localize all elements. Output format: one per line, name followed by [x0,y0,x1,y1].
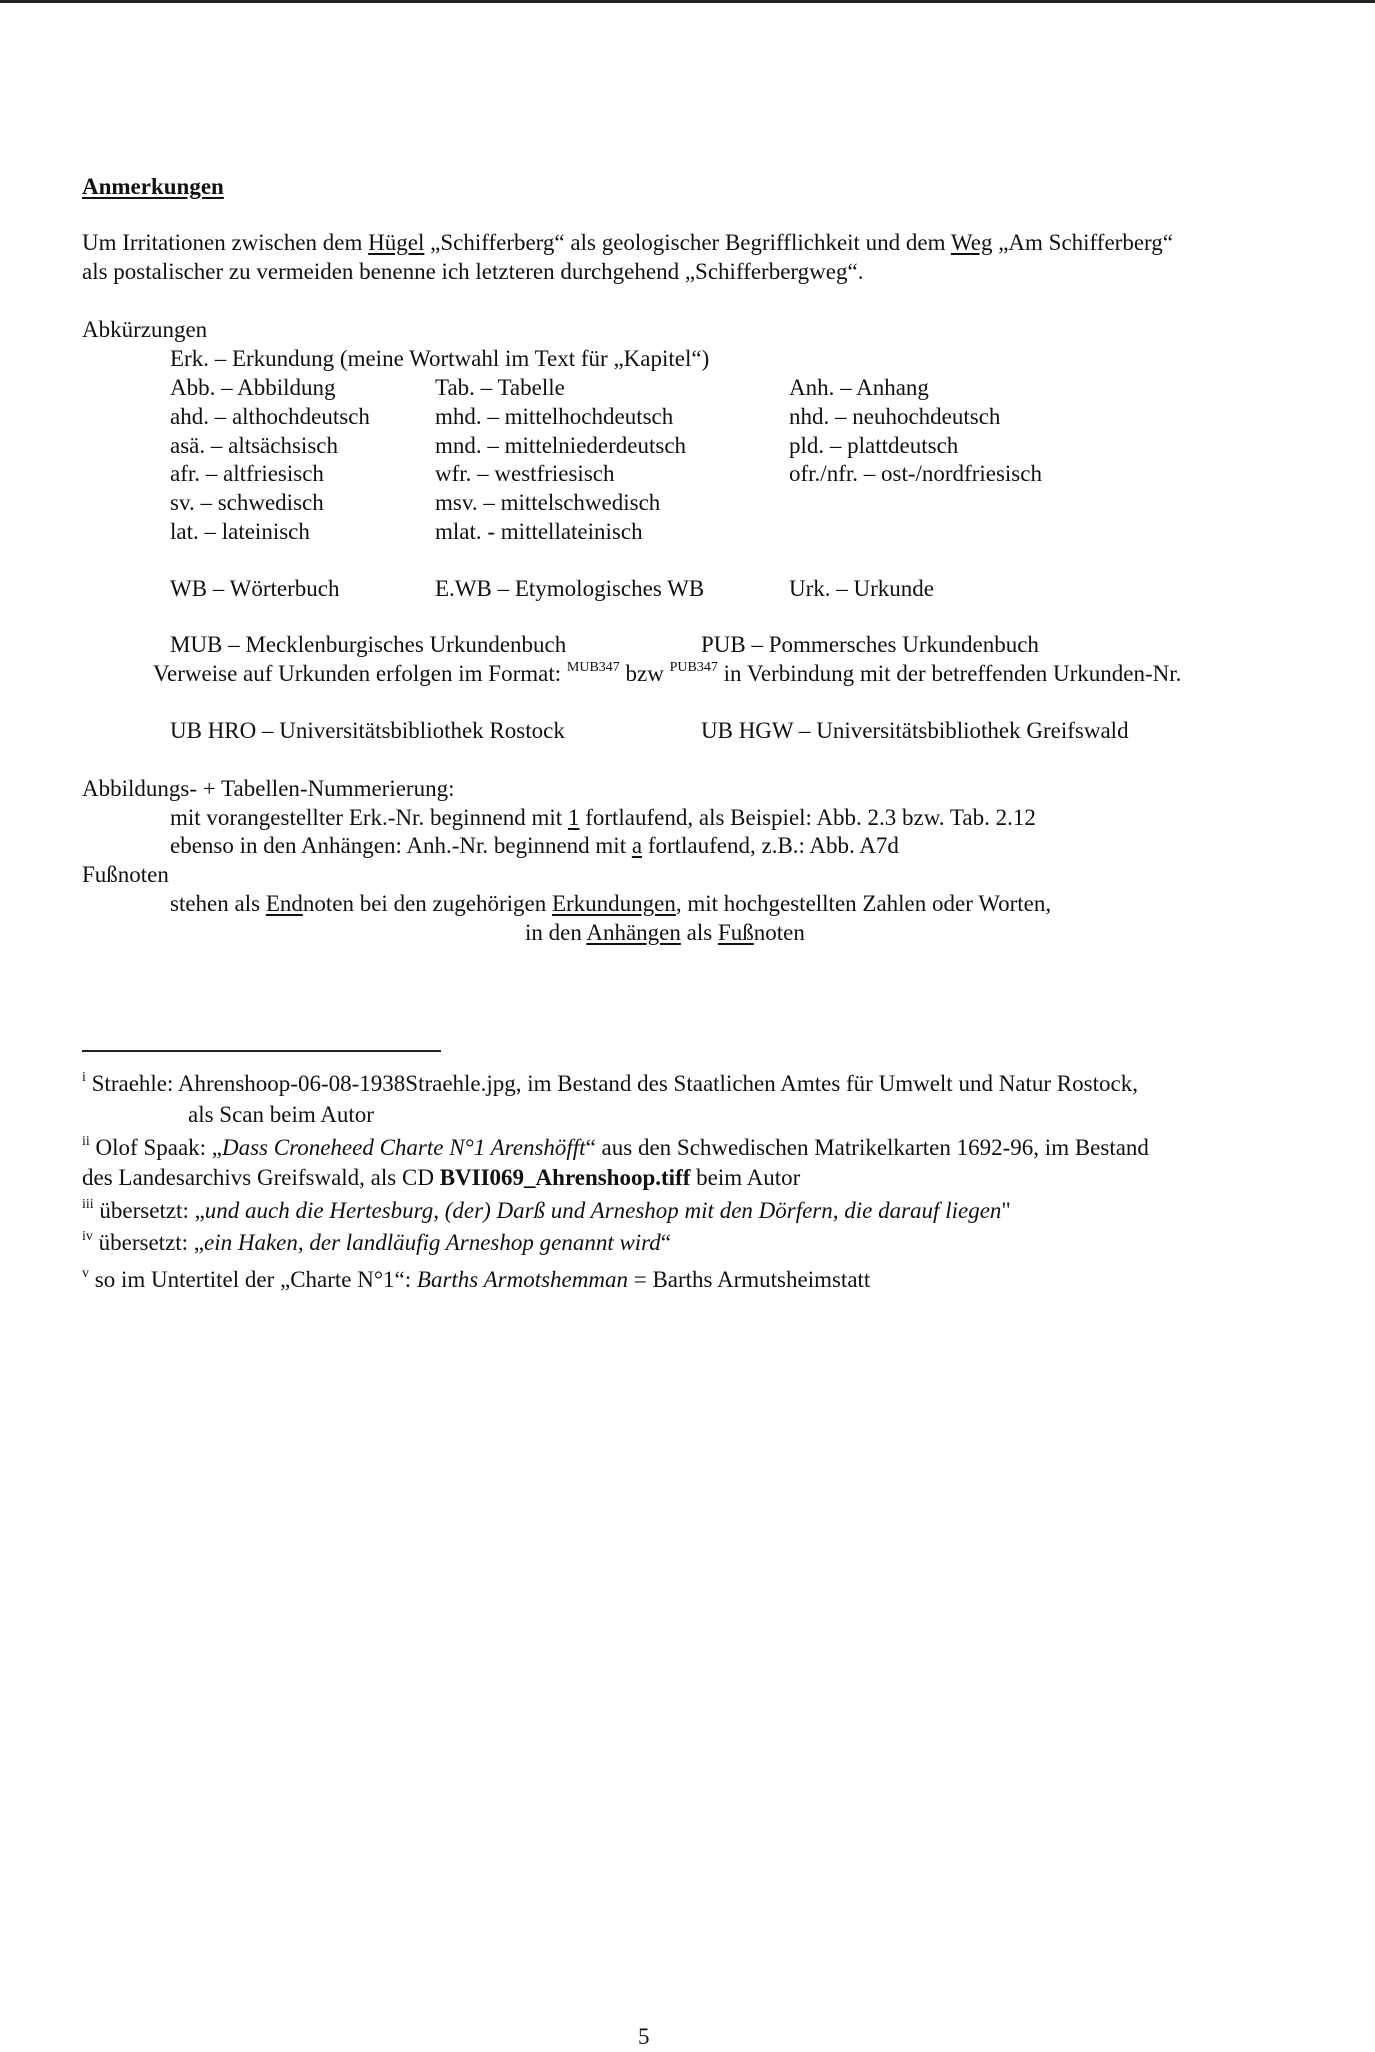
footnote-v [82,1265,870,1295]
footnote-i [82,1069,1138,1099]
text: noten [753,920,805,945]
abbr-entry: ofr./nfr. – ost-/nordfriesisch [789,461,1042,487]
footnote-ii-cont [82,1163,800,1193]
abbr-erk: Erk. – Erkundung (meine Wortwahl im Text für „Kapitel“) [170,346,710,371]
abbr-ubhro: UB HRO – Universitätsbibliothek Rostock [170,718,565,743]
text: Weg [950,230,993,255]
text: fortlaufend, z.B.: Abb. A7d [642,833,899,858]
abbr-entry: wfr. – westfriesisch [435,461,615,487]
text: , mit hochgestellten Zahlen oder Worten, [675,891,1052,916]
text: übersetzt: „ [93,1198,205,1223]
footnotes-title: Fußnoten [82,862,169,887]
text: stehen als [170,891,266,916]
abbr-entry: ahd. – althochdeutsch [170,403,370,429]
text: fortlaufend, als Beispiel: Abb. 2.3 bzw. Tab. 2.12 [579,805,1036,830]
abbr-entry: Abb. – Abbildung [170,375,336,400]
abbr-pub: PUB – Pommersches Urkundenbuch [701,632,1039,657]
footnote-iv [82,1228,671,1258]
abbr-entry: Tab. – Tabelle [435,375,565,400]
text: Erkundungen [551,891,676,916]
abbr-entry: lat. – lateinisch [170,519,310,544]
footnote-separator [82,1050,441,1052]
abbr-entry: Anh. – Anhang [789,375,929,400]
footnote-iii [82,1196,1011,1226]
page-number: 5 [638,2024,650,2049]
abbr-entry: mlat. - mittellateinisch [435,519,643,544]
footnotes-line-1 [170,889,1051,919]
scan-border [0,0,1375,3]
text: “ [660,1230,671,1255]
text: Straehle: Ahrenshoop-06-08-1938Straehle.jpg, im Bestand des Staatlichen Amtes für Umwelt und Natur Rostock, [85,1071,1138,1096]
footnote-ii [82,1133,1149,1163]
verweise-line [153,659,1181,689]
abbr-wb: WB – Wörterbuch [170,576,340,601]
footnotes-line-2 [525,918,805,948]
text: noten bei den zugehörigen [302,891,552,916]
text: 1 [567,805,580,830]
text: des Landesarchivs Greifswald, als CD [82,1165,440,1190]
footnote-mark: iv [82,1229,93,1244]
abbr-urk: Urk. – Urkunde [789,576,934,601]
text: „Am Schifferberg“ [992,230,1173,255]
superscript: MUB347 [566,660,620,675]
text: = Barths Armutsheimstatt [627,1267,871,1292]
text: End [265,891,303,916]
footnote-mark: iii [82,1197,94,1212]
text: in den [525,920,587,945]
text: Anhängen [586,920,681,945]
text: Fuß [717,920,754,945]
abbr-entry: msv. – mittelschwedisch [435,490,661,516]
numbering-line-2 [170,831,899,861]
intro-line-1 [82,228,1173,258]
text: mit vorangestellter Erk.-Nr. beginnend mit [170,805,568,830]
abbr-entry: asä. – altsächsisch [170,432,338,458]
abbr-entry: pld. – plattdeutsch [789,432,959,458]
text: ebenso in den Anhängen: Anh.-Nr. beginnend mit [170,833,632,858]
footnote-i-cont: als Scan beim Autor [188,1102,374,1127]
abbr-entry: mnd. – mittelniederdeutsch [435,432,687,458]
abbr-ewb: E.WB – Etymologisches WB [435,576,705,601]
footnote-mark: ii [82,1134,90,1149]
text: Barths Armotshemman [416,1267,628,1292]
abbr-ubhgw: UB HGW – Universitätsbibliothek Greifswald [701,718,1129,743]
abbr-entry: nhd. – neuhochdeutsch [789,403,1001,429]
text: und auch die Hertesburg, (der) Darß und Arneshop mit den Dörfern, die darauf liegen [204,1198,1002,1223]
text: a [631,833,643,858]
text: „Schifferberg“ als geologischer Begrifflichkeit und dem [424,230,951,255]
text: übersetzt: „ [92,1230,205,1255]
text: " [1001,1198,1011,1223]
text: so im Untertitel der „Charte N°1“: [89,1267,417,1292]
text: Olof Spaak: „ [89,1135,222,1160]
text: bzw [619,661,670,686]
abbr-title: Abkürzungen [82,317,208,342]
abbr-entry: sv. – schwedisch [170,490,324,516]
superscript: PUB347 [669,660,718,675]
footnote-mark: i [82,1070,86,1085]
text: “ aus den Schwedischen Matrikelkarten 1692-96, im Bestand [585,1135,1149,1160]
text: beim Autor [690,1165,801,1190]
footnote-mark: v [82,1266,89,1281]
text: ein Haken, der landläufig Arneshop genannt wird [204,1230,661,1255]
text: Um Irritationen zwischen dem [82,230,369,255]
page-heading: Anmerkungen [82,174,224,199]
numbering-title: Abbildungs- + Tabellen-Nummerierung: [82,776,455,801]
text: Hügel [368,230,425,255]
numbering-line-1 [170,803,1036,833]
text: Verweise auf Urkunden erfolgen im Format: [153,661,567,686]
text: Dass Croneheed Charte N°1 Arenshöfft [222,1135,586,1160]
abbr-entry: afr. – altfriesisch [170,461,324,487]
intro-line-2: als postalischer zu vermeiden benenne ich letzteren durchgehend „Schifferbergweg“. [82,259,864,284]
abbr-mub: MUB – Mecklenburgisches Urkundenbuch [170,632,567,657]
text: als [680,920,718,945]
abbr-entry: mhd. – mittelhochdeutsch [435,403,674,429]
text: in Verbindung mit der betreffenden Urkunden-Nr. [717,661,1182,686]
text: BVII069_Ahrenshoop.tiff [439,1165,691,1190]
